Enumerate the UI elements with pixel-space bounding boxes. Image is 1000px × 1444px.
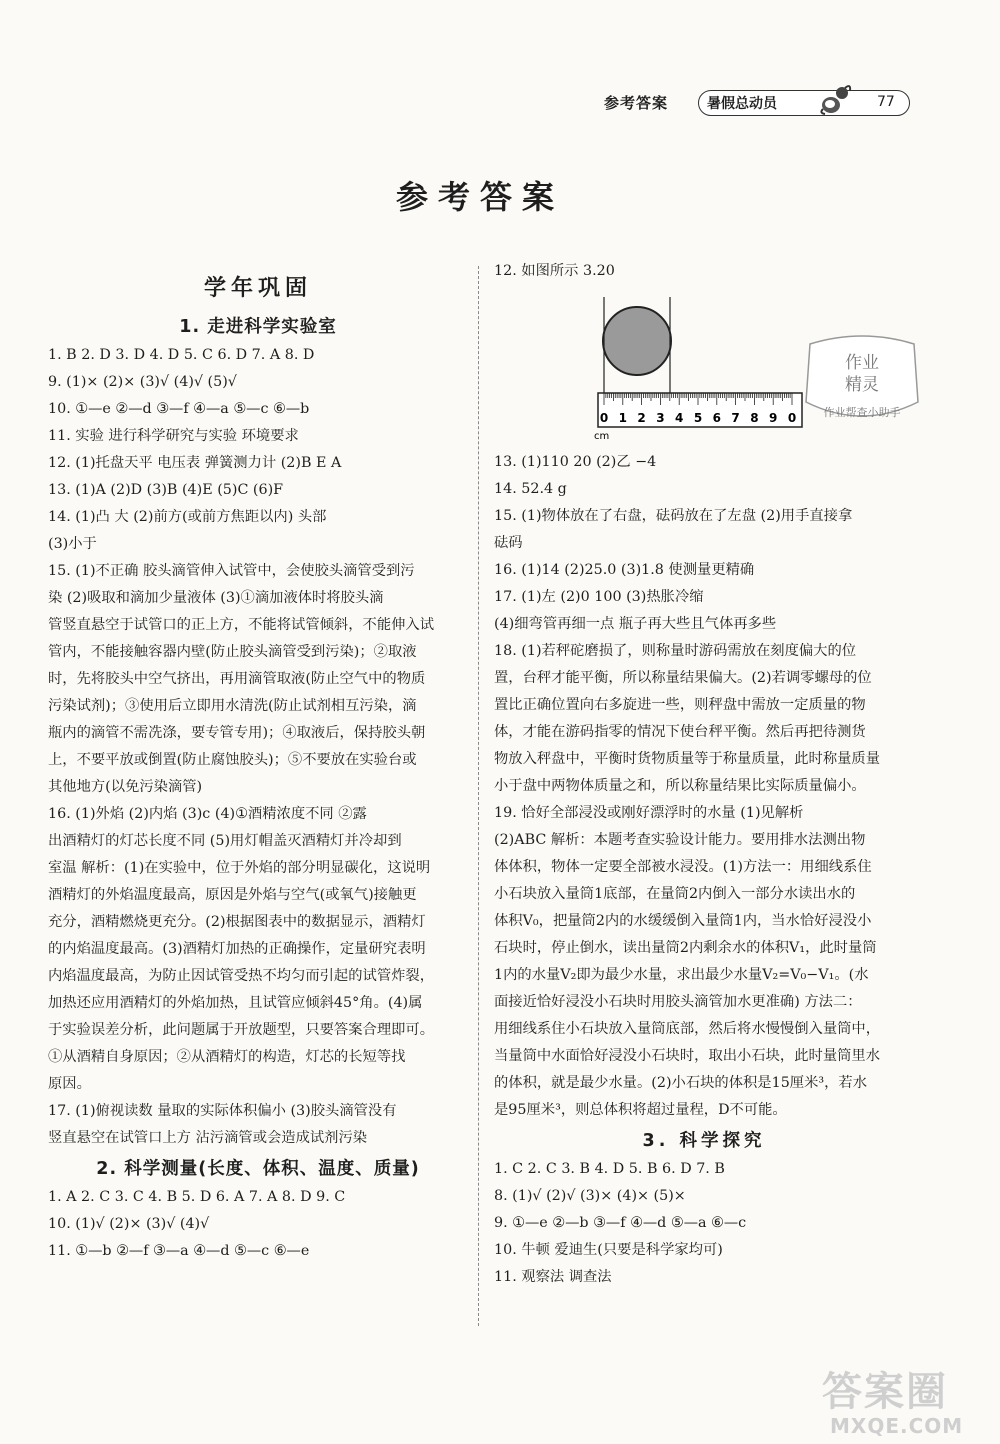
sec3-line: 8. (1)√ (2)√ (3)× (4)× (5)× (494, 1188, 686, 1204)
sec1-line: 原因。 (48, 1076, 91, 1092)
sec3-line: 1. C 2. C 3. B 4. D 5. B 6. D 7. B (494, 1161, 725, 1177)
right-line: 15. (1)物体放在了右盘，砝码放在了左盘 (2)用手直接拿 (494, 508, 853, 524)
left-column (48, 270, 468, 1265)
right-line: 1内的水量V₂即为最少水量，求出最少水量V₂=V₀−V₁。(水 (494, 967, 869, 983)
sec1-line: (3)小于 (48, 536, 97, 552)
section-3-answers (494, 1156, 914, 1291)
sec1-line: 的内焰温度最高。(3)酒精灯加热的正确操作，定量研究表明 (48, 941, 426, 957)
sec1-line: 10. ①—e ②—d ③—f ④—a ⑤—c ⑥—b (48, 401, 310, 417)
sec1-line: 室温 解析：(1)在实验中，位于外焰的部分明显碳化，这说明 (48, 860, 431, 876)
section-title-3: 3. 科学探究 (642, 1131, 766, 1151)
right-line: 体，才能在游码指零的情况下使台秤平衡。然后再把待测货 (494, 724, 866, 740)
right-line: 面接近恰好浸没小石块时用胶头滴管加水更准确) 方法二： (494, 994, 862, 1010)
sec2-line: 1. A 2. C 3. C 4. B 5. D 6. A 7. A 8. D 9. C (48, 1189, 346, 1205)
ruler-tick-label: 9 (769, 411, 778, 425)
header-answer-label: 参考答案 (604, 94, 669, 112)
right-line: 的体积，就是最少水量。(2)小石块的体积是15厘米³，若水 (494, 1075, 868, 1091)
right-line: 14. 52.4 g (494, 481, 567, 497)
right-line: 用细线系住小石块放入量筒底部，然后将水慢慢倒入量筒中， (494, 1021, 881, 1037)
page-number: 77 (877, 94, 895, 110)
answer-line-12: 12. 如图所示 3.20 (494, 263, 615, 279)
sec1-line: 16. (1)外焰 (2)内焰 (3)c (4)①酒精浓度不同 ②露 (48, 806, 367, 822)
right-line: 置，台秤才能平衡，所以称量结果偏大。(2)若调零螺母的位 (494, 670, 872, 686)
sec3-line: 11. 观察法 调查法 (494, 1269, 612, 1285)
sec1-line: 加热还应用酒精灯的外焰加热，且试管应倾斜45°角。(4)属 (48, 995, 423, 1011)
sec1-line: 瓶内的滴管不需冼涤，要专管专用)；④取液后，保持胶头朝 (48, 725, 426, 741)
ruler-tick-label: 5 (693, 411, 703, 425)
right-line: 19. 恰好全部浸没或刚好漂浮时的水量 (1)见解析 (494, 805, 804, 821)
ruler-tick-label: 2 (637, 411, 646, 425)
ruler-tick-label: 1 (618, 411, 627, 425)
ruler-tick-label: 8 (750, 411, 759, 425)
mascot-icon (817, 83, 853, 117)
right-line: 13. (1)110 20 (2)乙 −4 (494, 454, 657, 470)
right-line: 小石块放入量筒1底部，在量筒2内倒入一部分水读出水的 (494, 886, 856, 902)
sec1-line: 17. (1)俯视读数 量取的实际体积偏小 (3)胶头滴管没有 (48, 1103, 397, 1119)
watermark-text-1: 作业 (845, 353, 879, 373)
right-line: 置比正确位置向右多旋进一些，则秤盘中需放一定质量的物 (494, 697, 866, 713)
sec1-line: 酒精灯的外焰温度最高，原因是外焰与空气(或氧气)接触更 (48, 887, 417, 903)
header-brand-pill (698, 90, 910, 116)
column-divider (478, 266, 479, 1326)
sec1-line: 污染试剂)；③使用后立即用水清洗(防止试剂相互污染，滴 (48, 698, 417, 714)
right-line: (4)细弯管再细一点 瓶子再大些且气体再多些 (494, 616, 777, 632)
right-line: 当量筒中水面恰好浸没小石块时，取出小石块，此时量筒里水 (494, 1048, 881, 1064)
sec2-line: 11. ①—b ②—f ③—a ④—d ⑤—c ⑥—e (48, 1243, 310, 1259)
sec1-line: 11. 实验 进行科学研究与实验 环境要求 (48, 428, 299, 444)
right-line: 砝码 (494, 535, 523, 551)
sec1-line: 内焰温度最高，为防止因试管受热不均匀而引起的试管炸裂， (48, 968, 435, 984)
sec1-line: 13. (1)A (2)D (3)B (4)E (5)C (6)F (48, 482, 284, 498)
ruler-tick-label: 3 (656, 411, 665, 425)
stamp-line-1: 答案圈 (822, 1369, 948, 1415)
right-line: 体积V₀，把量筒2内的水缓缓倒入量筒1内，当水恰好浸没小 (494, 913, 872, 929)
sec1-line: 12. (1)托盘天平 电压表 弹簧测力计 (2)B E A (48, 455, 342, 471)
section-title-main: 学年巩固 (203, 276, 312, 301)
right-line: 小于盘中两物体质量之和，所以称量结果比实际质量偏小。 (494, 778, 866, 794)
ruler-tick-label: 0 (599, 411, 609, 425)
watermark-badge (800, 334, 924, 434)
sec3-line: 9. ①—e ②—b ③—f ④—d ⑤—a ⑥—c (494, 1215, 747, 1231)
stamp-line-2: MXQE.COM (830, 1414, 964, 1438)
sec1-line: 其他地方(以免污染滴管) (48, 779, 203, 795)
right-line: (2)ABC 解析：本题考查实验设计能力。要用排水法测出物 (494, 832, 866, 848)
right-line: 体体积，物体一定要全部被水浸没。(1)方法一：用细线系住 (494, 859, 872, 875)
watermark-text-2: 精灵 (845, 375, 879, 395)
sec1-line: ①从酒精自身原因；②从酒精灯的构造，灯芯的长短等找 (48, 1049, 406, 1065)
watermark-text-3: 作业帮查小助手 (823, 406, 901, 419)
sec1-line: 1. B 2. D 3. D 4. D 5. C 6. D 7. A 8. D (48, 347, 315, 363)
sec1-line: 14. (1)凸 大 (2)前方(或前方焦距以内) 头部 (48, 509, 327, 525)
ball-shape (603, 307, 671, 375)
page-header (590, 88, 910, 118)
right-line: 16. (1)14 (2)25.0 (3)1.8 使测量更精确 (494, 562, 755, 578)
sec1-line: 出酒精灯的灯芯长度不同 (5)用灯帽盖灭酒精灯并冷却到 (48, 833, 402, 849)
section-2-answers (48, 1184, 468, 1265)
sec1-line: 上，不要平放或倒置(防止腐蚀胶头)；⑤不要放在实验台或 (48, 752, 417, 768)
sec1-line: 染 (2)吸取和滴加少量液体 (3)①滴加液体时将胶头滴 (48, 590, 384, 606)
sec1-line: 管竖直悬空于试管口的正上方，不能将试管倾斜，不能伸入试 (48, 617, 435, 633)
sec1-line: 时，先将胶头中空气挤出，再用滴管取液(防止空气中的物质 (48, 671, 426, 687)
ruler-tick-label: 7 (731, 411, 740, 425)
sec1-line: 竖直悬空在试管口上方 沾污滴管或会造成试剂污染 (48, 1130, 368, 1146)
right-line: 是95厘米³，则总体积将超过量程，D不可能。 (494, 1102, 787, 1118)
right-line: 17. (1)左 (2)0 100 (3)热胀冷缩 (494, 589, 704, 605)
sec1-line: 15. (1)不正确 胶头滴管伸入试管中，会使胶头滴管受到污 (48, 563, 415, 579)
section-title-1: 1. 走进科学实验室 (179, 317, 337, 337)
sec1-line: 管内，不能接触容器内壁(防止胶头滴管受到污染)；②取液 (48, 644, 417, 660)
sec2-line: 10. (1)√ (2)× (3)√ (4)√ (48, 1216, 210, 1232)
sec1-line: 9. (1)× (2)× (3)√ (4)√ (5)√ (48, 374, 237, 390)
ruler-tick-label: 6 (712, 411, 721, 425)
site-stamp (816, 1360, 986, 1440)
sec3-line: 10. 牛顿 爱迪生(只要是科学家均可) (494, 1242, 723, 1258)
right-answers (494, 449, 914, 1124)
header-brand: 暑假总动员 (707, 96, 777, 112)
right-line: 石块时，停止倒水，读出量筒2内剩余水的体积V₁，此时量筒 (494, 940, 877, 956)
ruler-unit-label: cm (594, 431, 610, 442)
right-line: 18. (1)若秤砣磨损了，则称量时游码需放在刻度偏大的位 (494, 643, 857, 659)
sec1-line: 充分，酒精燃烧更充分。(2)根据图表中的数据显示，酒精灯 (48, 914, 426, 930)
sec1-line: 于实验误差分析，此问题属于开放题型，只要答案合理即可。 (48, 1022, 435, 1038)
ruler-tick-label: 0 (787, 411, 797, 425)
section-1-answers (48, 342, 468, 1152)
page-title: 参考答案 (395, 178, 564, 216)
ruler-tick-label: 4 (675, 411, 684, 425)
right-line: 物放入秤盘中，平衡时货物质量等于称量质量，此时称量质量 (494, 751, 881, 767)
section-title-2: 2. 科学测量(长度、体积、温度、质量) (96, 1159, 420, 1179)
